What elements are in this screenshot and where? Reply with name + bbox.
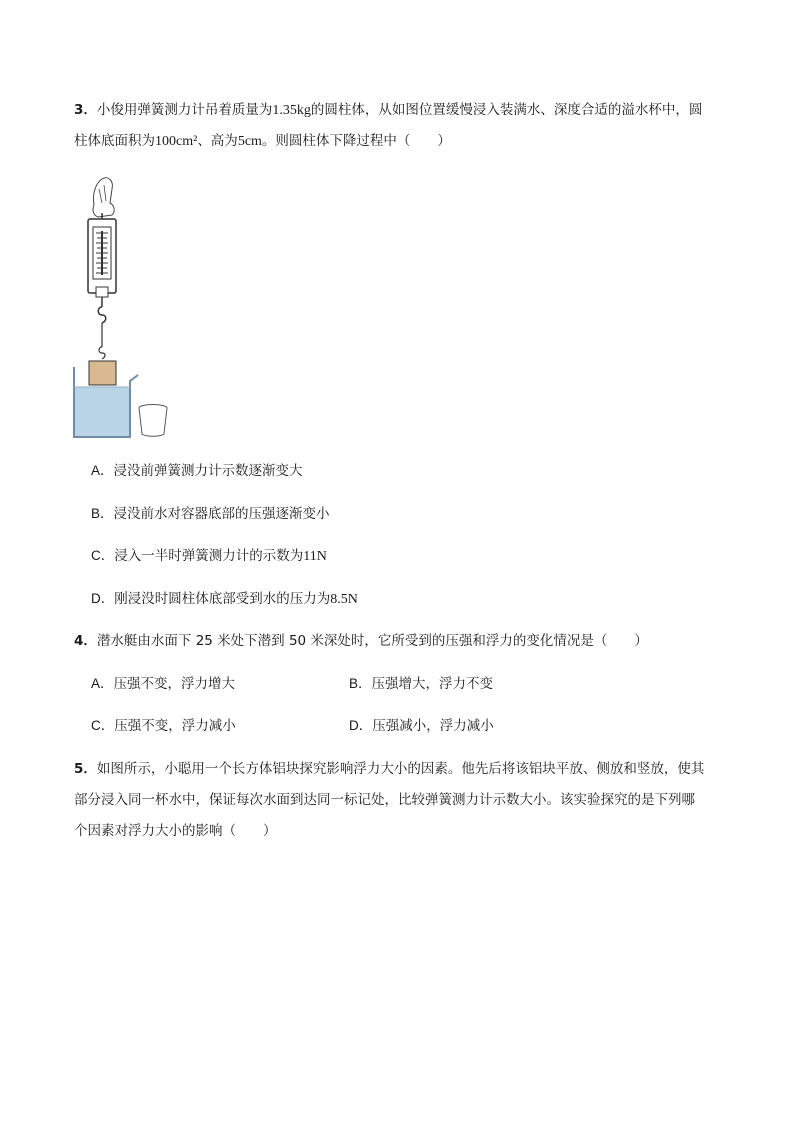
- q4-option-a-text: 压强不变，浮力增大: [113, 676, 236, 692]
- q5-text-1: 如图所示，小聪用一个长方体铝块探究影响浮力大小的因素。他先后将该铝块平放、侧放和竖放，使其: [96, 761, 705, 777]
- q3-height: 5cm: [237, 134, 262, 149]
- q3-option-a-text: 浸没前弹簧测力计示数逐渐变大: [113, 463, 303, 479]
- q4-option-c[interactable]: [91, 716, 236, 736]
- q4-option-a-letter: A．: [91, 676, 114, 691]
- q5-line-2: [74, 790, 695, 810]
- q3-option-c[interactable]: [91, 546, 327, 567]
- q3-option-a-letter: A．: [91, 463, 114, 478]
- q5-line-3: [74, 821, 277, 841]
- q3-text-2c: 。则圆柱体下降过程中（ ）: [261, 133, 451, 149]
- q3-option-b-letter: B．: [91, 506, 114, 521]
- q3-text-2b: 、高为: [197, 133, 238, 149]
- q3-option-c-letter: C．: [91, 548, 115, 563]
- q4-option-c-letter: C．: [91, 718, 115, 733]
- q3-option-c-text: 浸入一半时弹簧测力计的示数为: [114, 548, 304, 564]
- scale-hook: [98, 297, 106, 359]
- q4-option-b[interactable]: [349, 674, 493, 694]
- q3-area: 100cm²: [155, 134, 198, 149]
- q3-text-1b: 的圆柱体，从如图位置缓慢浸入装满水、深度合适的溢水杯中，圆: [310, 102, 703, 118]
- q5-text-2: 部分浸入同一杯水中，保证每次水面到达同一标记处，比较弹簧测力计示数大小。该实验探究的是下列哪: [74, 792, 695, 808]
- q5-number: 5．: [74, 761, 97, 777]
- q4-option-b-text: 压强增大，浮力不变: [371, 676, 494, 692]
- q4-option-c-text: 压强不变，浮力减小: [114, 718, 236, 734]
- q3-mass: 1.35kg: [272, 103, 311, 118]
- q4-option-b-letter: B．: [349, 676, 372, 691]
- q4-option-d-letter: D．: [349, 718, 373, 733]
- q3-option-d-value: 8.5N: [330, 592, 358, 607]
- q4-option-a[interactable]: [91, 674, 235, 694]
- q3-option-a[interactable]: [91, 461, 303, 481]
- q3-line-1: [74, 100, 702, 121]
- q3-text-2a: 柱体底面积为: [74, 133, 155, 149]
- q3-text-1a: 小俊用弹簧测力计吊着质量为: [96, 102, 273, 118]
- q4-stem: [74, 631, 648, 651]
- q3-option-d-text: 刚浸没时圆柱体底部受到水的压力为: [114, 591, 331, 607]
- cylinder-block: [89, 361, 116, 385]
- hand-icon: [93, 178, 114, 217]
- q3-option-b[interactable]: [91, 504, 330, 524]
- q3-option-d-letter: D．: [91, 591, 115, 606]
- q5-line-1: [74, 759, 704, 779]
- spring-scale-overflow-cup-figure: [66, 175, 186, 443]
- q3-option-c-value: 11N: [303, 549, 327, 564]
- q4-text: 潜水艇由水面下 25 米处下潜到 50 米深处时，它所受到的压强和浮力的变化情况是（ ）: [96, 633, 648, 649]
- q3-option-b-text: 浸没前水对容器底部的压强逐渐变小: [113, 506, 330, 522]
- q5-text-3: 个因素对浮力大小的影响（ ）: [74, 823, 277, 839]
- q4-option-d-text: 压强减小，浮力减小: [372, 718, 494, 734]
- q3-option-d[interactable]: [91, 589, 358, 610]
- small-bucket: [139, 405, 167, 437]
- q4-option-d[interactable]: [349, 716, 494, 736]
- q4-number: 4．: [74, 633, 97, 649]
- q3-number: 3．: [74, 102, 97, 118]
- q3-line-2: [74, 131, 451, 152]
- spring-scale: [88, 219, 116, 297]
